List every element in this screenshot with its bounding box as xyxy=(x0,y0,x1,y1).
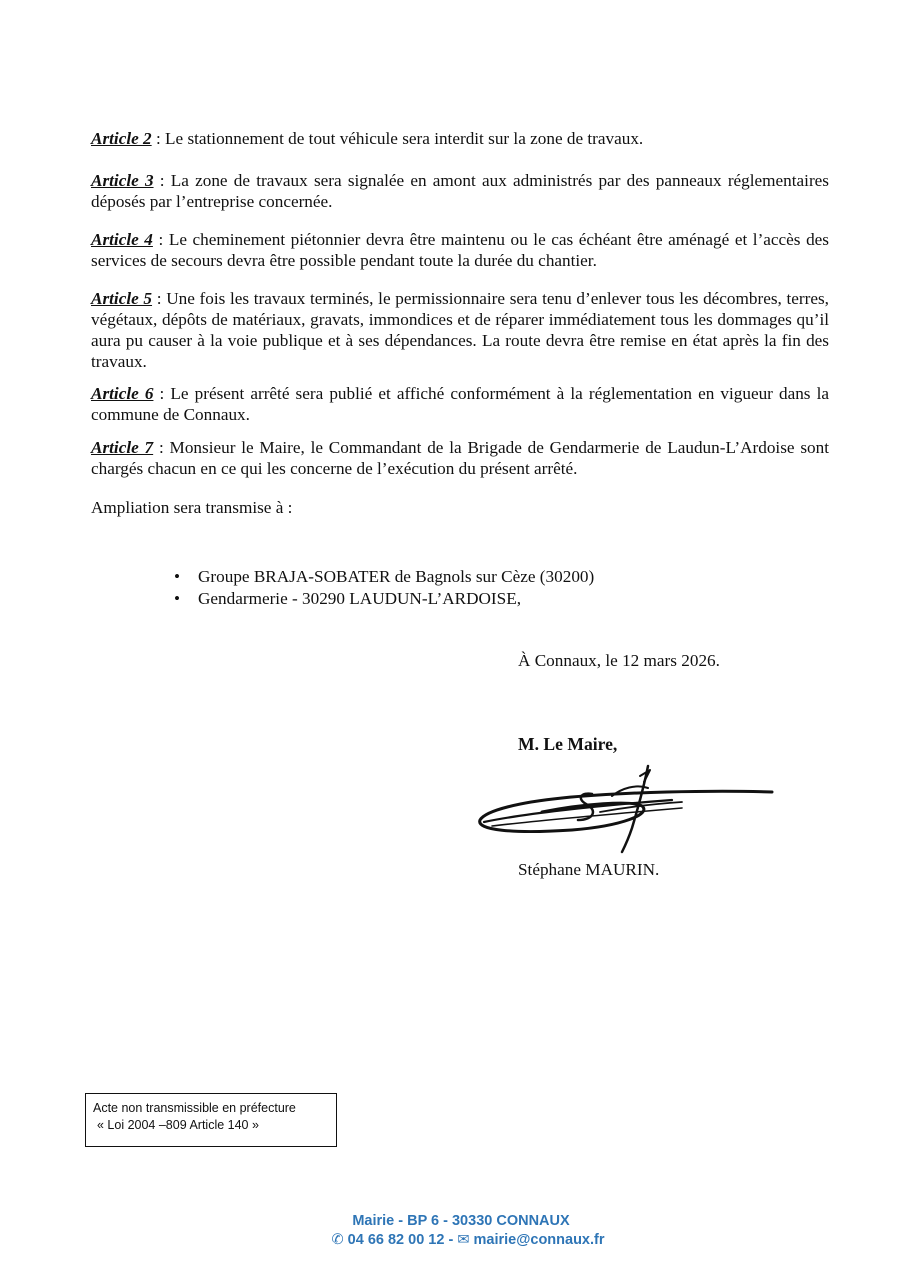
article-label: Article 2 xyxy=(91,129,152,148)
article-3 xyxy=(91,170,829,212)
article-label: Article 6 xyxy=(91,384,154,403)
article-text: Une fois les travaux terminés, le permissionnaire sera tenu d’enlever tous les décombres, terres, végétaux, dépôts de matériaux, gravats, immondices et de réparer immédiatement tous les dommages qu’il aura pu causer à la voie publique et à ses dépendances. La route devra être remise en état après la fin des travaux. xyxy=(91,289,829,371)
footer-separator: - xyxy=(448,1232,458,1248)
article-separator: : xyxy=(151,129,166,148)
footer xyxy=(0,1212,900,1250)
footer-contact xyxy=(0,1231,900,1250)
article-separator: : xyxy=(152,289,167,308)
article-6 xyxy=(91,383,829,425)
article-text: Le stationnement de tout véhicule sera interdit sur la zone de travaux. xyxy=(165,129,644,148)
article-5 xyxy=(91,288,829,372)
notice-line: Acte non transmissible en préfecture xyxy=(93,1101,296,1115)
article-label: Article 5 xyxy=(91,289,153,308)
signature-image xyxy=(472,762,782,854)
place-date: À Connaux, le 12 mars 2026. xyxy=(518,651,720,670)
article-text: Monsieur le Maire, le Commandant de la Brigade de Gendarmerie de Laudun-L’Ardoise sont chargés chacun en ce qui les concerne de l’exécution du présent arrêté. xyxy=(91,438,829,478)
article-label: Article 4 xyxy=(91,230,153,249)
signatory-title: M. Le Maire, xyxy=(518,734,618,754)
footer-email[interactable]: mairie@connaux.fr xyxy=(473,1232,605,1248)
notice-line: « Loi 2004 –809 Article 140 » xyxy=(97,1118,259,1132)
article-text: Le cheminement piétonnier devra être maintenu ou le cas échéant être aménagé et l’accès des services de secours devra être possible pendant toute la durée du chantier. xyxy=(91,230,829,270)
article-separator: : xyxy=(153,438,170,457)
signatory-name: Stéphane MAURIN. xyxy=(518,860,660,879)
article-label: Article 3 xyxy=(91,171,154,190)
notice-box xyxy=(85,1093,337,1147)
footer-phone: 04 66 82 00 12 xyxy=(347,1232,445,1248)
list-item: • Gendarmerie - 30290 LAUDUN-L’ARDOISE, xyxy=(174,588,594,610)
article-7 xyxy=(91,437,829,479)
article-text: La zone de travaux sera signalée en amont aux administrés par des panneaux réglementaires déposés par l’entreprise concernée. xyxy=(91,171,829,211)
list-item: • Groupe BRAJA-SOBATER de Bagnols sur Cèze (30200) xyxy=(174,566,594,588)
article-separator: : xyxy=(153,171,171,190)
article-4 xyxy=(91,229,829,271)
article-separator: : xyxy=(152,230,169,249)
footer-address: Mairie - BP 6 - 30330 CONNAUX xyxy=(352,1213,570,1229)
ampliation-heading: Ampliation sera transmise à : xyxy=(91,498,293,517)
phone-icon: ✆ xyxy=(331,1232,344,1248)
recipient-list xyxy=(174,566,594,610)
article-label: Article 7 xyxy=(91,438,154,457)
article-separator: : xyxy=(153,384,171,403)
envelope-icon: ✉ xyxy=(457,1232,470,1248)
article-2 xyxy=(91,128,829,149)
article-text: Le présent arrêté sera publié et affiché conformément à la réglementation en vigueur dans la commune de Connaux. xyxy=(91,384,829,424)
